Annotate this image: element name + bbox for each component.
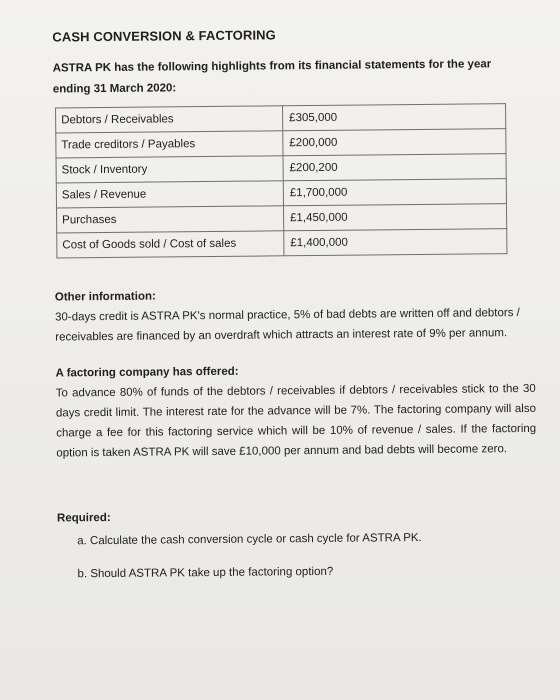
row-label: Sales / Revenue [56,181,283,208]
table-row [57,229,507,258]
required-heading: Required: [56,511,111,525]
row-label: Trade creditors / Payables [56,131,283,158]
row-label: Debtors / Receivables [56,106,283,133]
row-value: £200,200 [283,154,506,181]
factoring-heading: A factoring company has offered: [55,365,239,380]
factoring-paragraph: To advance 80% of funds of the debtors / receivables if debtors / receivables stick to the 30 days credit limit. The interest rate for the advance will be 7%. The factoring company will also charge a fee for this factoring service which will be 10% of revenue / sales. If the factoring option is taken ASTRA PK will save £10,000 per annum and bad debts will become zero. [55,382,537,460]
other-info-heading: Other information: [54,290,156,304]
row-label: Purchases [56,206,283,233]
other-info-paragraph: 30-days credit is ASTRA PK's normal practice, 5% of bad debts are written off and debtors / receivables are financed by an overdraft which attracts an interest rate of 9% per annum. [54,307,520,344]
intro-text: ASTRA PK has the following highlights from its financial statements for the year ending 31 March 2020: [52,58,492,96]
row-value: £1,400,000 [284,229,507,256]
row-value: £200,000 [283,129,506,156]
row-label: Stock / Inventory [56,156,283,183]
document-title: CASH CONVERSION & FACTORING [52,27,276,45]
required-item-a: a. Calculate the cash conversion cycle or cash cycle for ASTRA PK. [77,531,422,548]
row-value: £1,450,000 [283,204,506,231]
row-value: £1,700,000 [283,179,506,206]
row-value: £305,000 [283,104,506,131]
row-label: Cost of Goods sold / Cost of sales [57,231,284,258]
financial-highlights-table [55,103,507,258]
required-item-b: b. Should ASTRA PK take up the factoring option? [77,565,334,581]
